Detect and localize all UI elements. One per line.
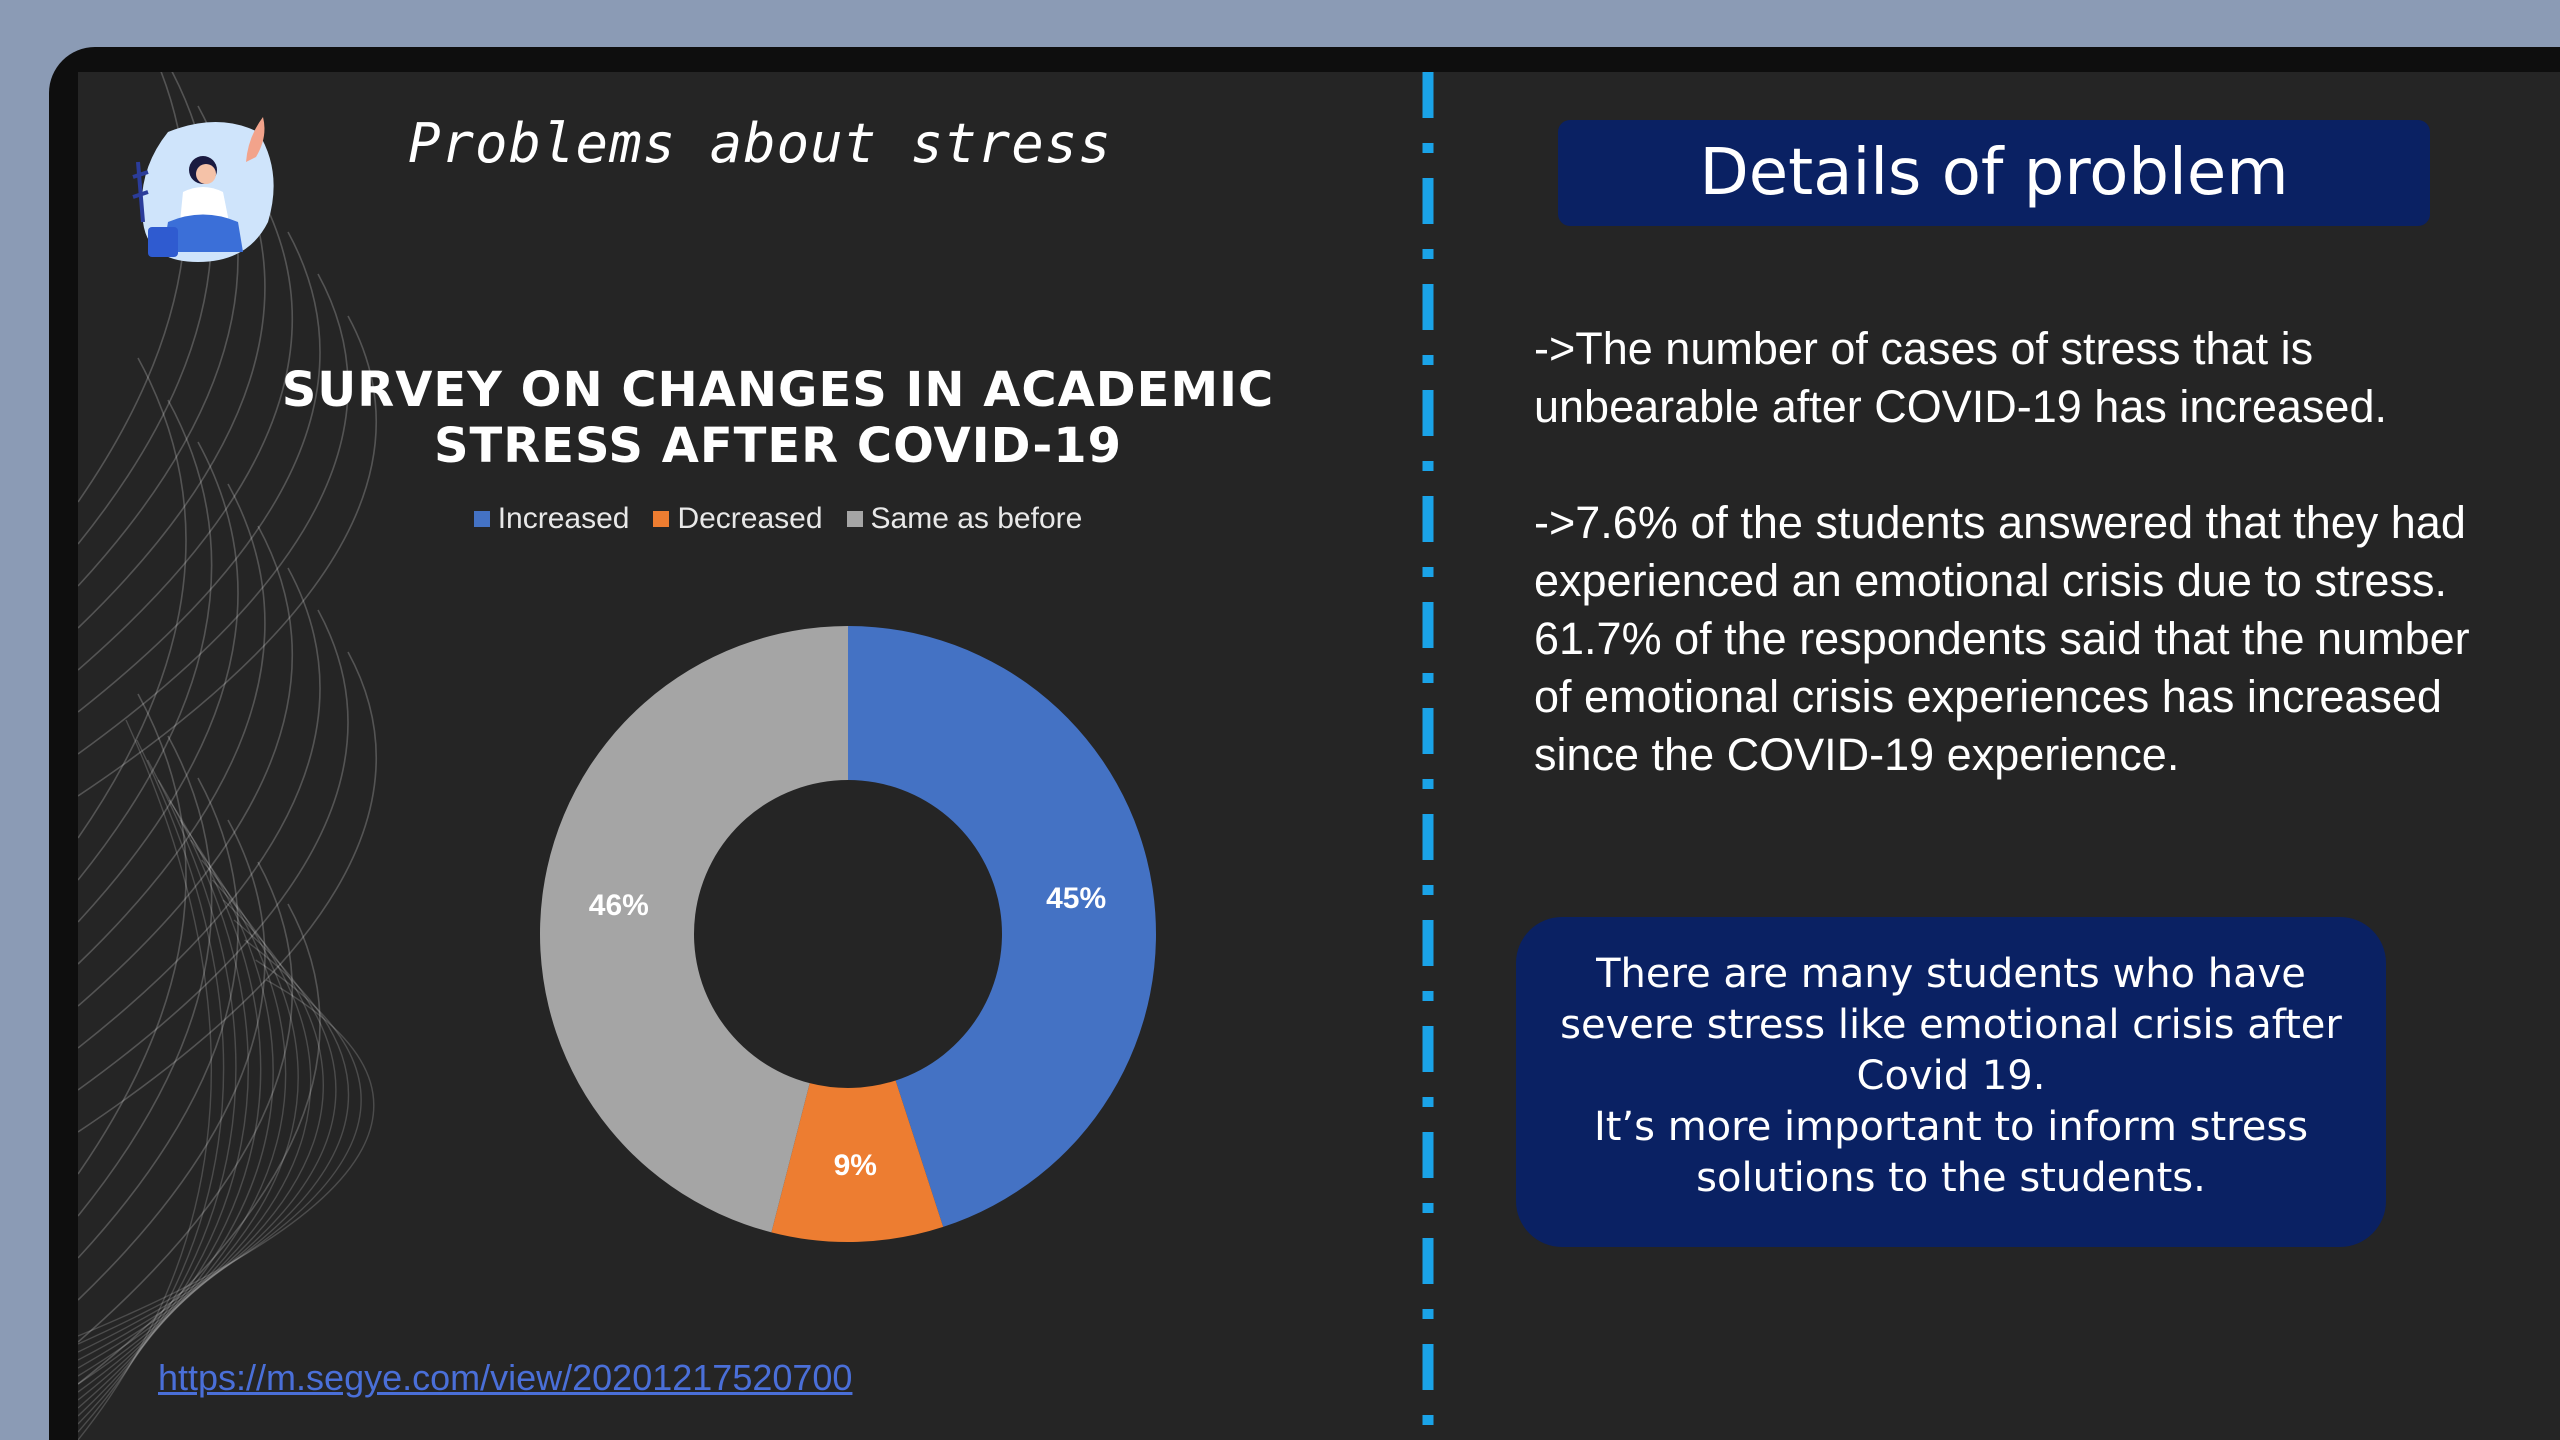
decorative-arc [78, 358, 186, 838]
conclusion-line-2: It’s more important to inform stress solutions to the students. [1593, 1104, 2309, 1201]
dashed-divider [1422, 72, 1434, 1440]
legend-label-same: Same as before [870, 502, 1083, 535]
details-paragraph-2: ->7.6% of the students answered that they had experienced an emotional crisis due to stress. 61.7% of the respondents said that the number of emotional crisis experiences has increased since the COVID-19 experience. [1534, 497, 2470, 780]
chart-title: SURVEY ON CHANGES IN ACADEMIC STRESS AFTER COVID-19 [281, 362, 1275, 474]
source-link[interactable]: https://m.segye.com/view/20201217520700 [158, 1357, 853, 1398]
data-label-increased: 45% [1046, 881, 1107, 915]
legend-label-increased: Increased [497, 502, 630, 535]
slide-heading: Problems about stress [408, 112, 1112, 175]
data-label-same: 46% [588, 889, 649, 923]
donut-chart [228, 272, 1328, 1272]
slide [78, 72, 2560, 1440]
details-header: Details of problem [1558, 120, 2430, 226]
conclusion-box [1516, 917, 2386, 1247]
person-illustration-icon [108, 112, 278, 267]
conclusion-line-1: There are many students who have severe stress like emotional crisis after Covid 19. [1560, 951, 2342, 1099]
details-text [1534, 320, 2494, 842]
data-label-decreased: 9% [833, 1148, 877, 1182]
details-paragraph-1: ->The number of cases of stress that is unbearable after COVID-19 has increased. [1534, 323, 2387, 432]
chart-area [228, 272, 1328, 1272]
legend-label-decreased: Decreased [677, 502, 823, 535]
decorative-arc [78, 694, 186, 1174]
